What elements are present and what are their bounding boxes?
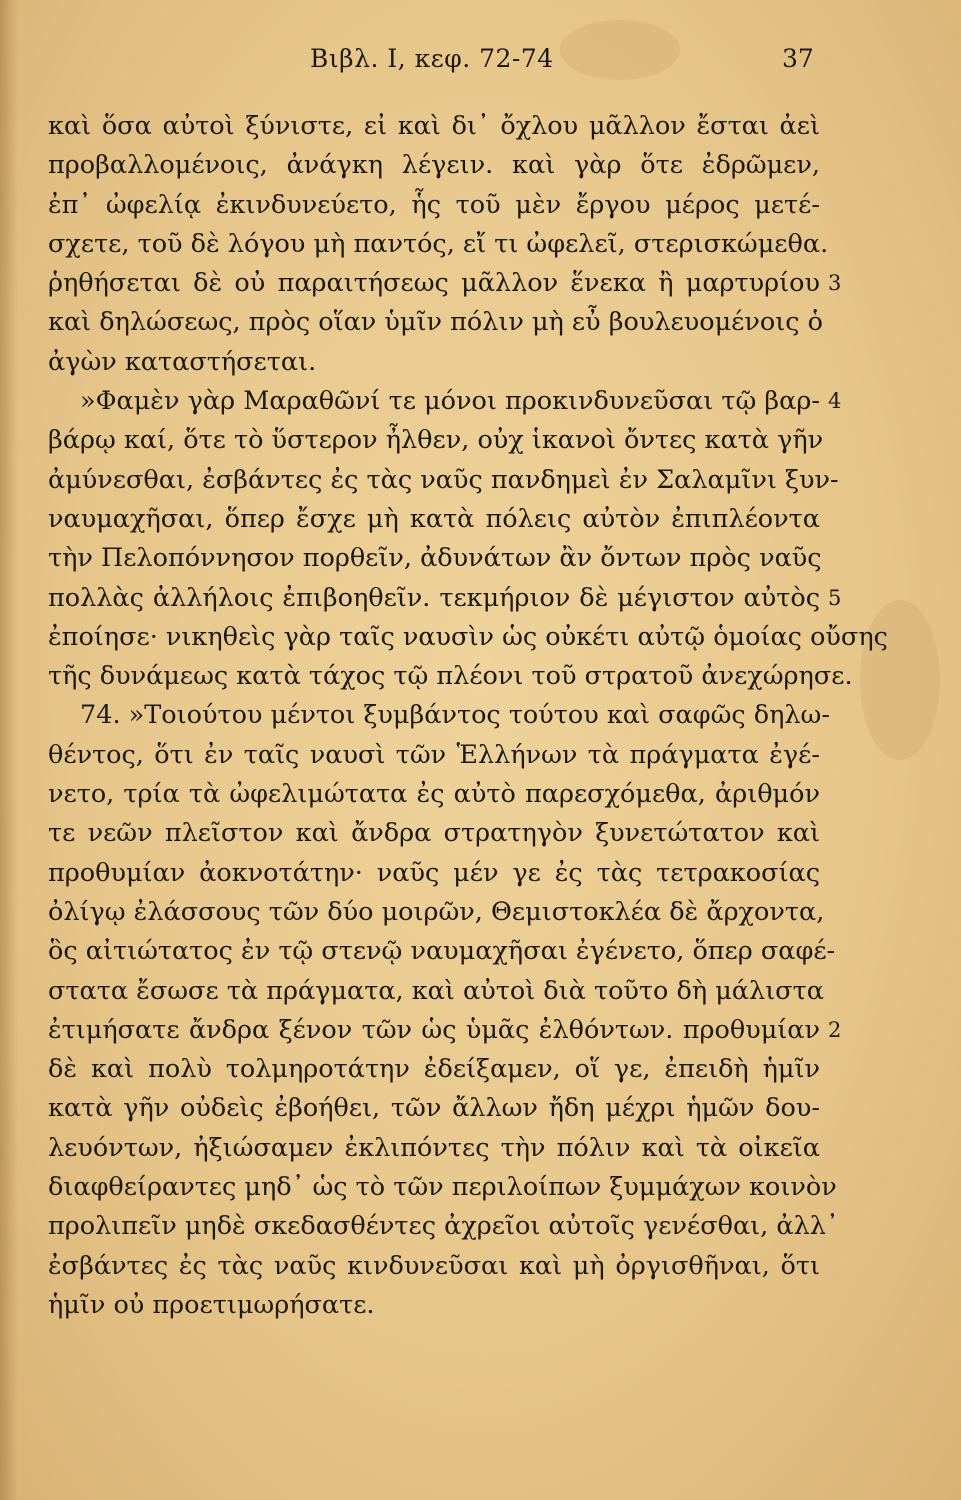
- text-line: [48, 696, 830, 735]
- text-line: [48, 107, 820, 146]
- text-line: [48, 1011, 842, 1050]
- line-text: καὶ ὅσα αὐτοὶ ξύνιστε, εἰ καὶ δι᾽ ὄχλου μᾶλλον ἔσται ἀεὶ: [48, 111, 820, 141]
- line-text: ἐτιμήσατε ἄνδρα ξένον τῶν ὡς ὑμᾶς ἐλθόντων. προθυμίαν: [48, 1014, 820, 1045]
- text-line: [48, 461, 839, 500]
- line-text: στατα ἔσωσε τὰ πράγματα, καὶ αὐτοὶ διὰ τοῦτο δὴ μάλιστα: [48, 975, 824, 1006]
- line-text: διαφθείραντες μηδ᾽ ὡς τὸ τῶν περιλοίπων ξυμμάχων κοινὸν: [48, 1172, 837, 1203]
- line-text: πολλὰς ἀλλήλοις ἐπιβοηθεῖν. τεκμήριον δὲ μέγιστον αὐτὸς: [48, 582, 820, 613]
- line-text: βάρῳ καί, ὅτε τὸ ὕστερον ἦλθεν, οὐχ ἱκανοὶ ὄντες κατὰ γῆν: [48, 425, 824, 456]
- line-text: ἀγὼν καταστήσεται.: [48, 346, 317, 377]
- line-text: καὶ δηλώσεως, πρὸς οἵαν ὑμῖν πόλιν μὴ εὖ βουλευομένοις ὁ: [48, 307, 823, 338]
- line-text: κατὰ γῆν οὐδεὶς ἐβοήθει, τῶν ἄλλων ἤδη μέχρι ἡμῶν δου-: [48, 1093, 820, 1124]
- line-text: »Φαμὲν γὰρ Μαραθῶνί τε μόνοι προκινδυνεῦσαι τῷ βαρ-: [80, 386, 820, 417]
- line-text: λευόντων, ἠξιώσαμεν ἐκλιπόντες τὴν πόλιν καὶ τὰ οἰκεῖα: [48, 1132, 820, 1163]
- section-margin-number: 2: [828, 1017, 842, 1042]
- text-line: [48, 500, 820, 539]
- section-margin-number: 3: [828, 271, 842, 296]
- line-text: προλιπεῖν μηδὲ σκεδασθέντες ἀχρεῖοι αὐτοῖς γενέσθαι, ἀλλ᾽: [48, 1211, 839, 1242]
- text-line: [48, 972, 824, 1011]
- text-line: [48, 264, 842, 303]
- text-line: [48, 657, 853, 696]
- line-text: ῥηθήσεται δὲ οὐ παραιτήσεως μᾶλλον ἕνεκα ἢ μαρτυρίου: [48, 268, 820, 299]
- line-text: ὃς αἰτιώτατος ἐν τῷ στενῷ ναυμαχῆσαι ἐγένετο, ὅπερ σαφέ-: [48, 936, 836, 967]
- line-text: ἐσβάντες ἐς τὰς ναῦς κινδυνεῦσαι καὶ μὴ ὀργισθῆναι, ὅτι: [48, 1250, 820, 1281]
- text-line: [48, 618, 888, 657]
- line-text: δὲ καὶ πολὺ τολμηροτάτην ἐδείξαμεν, οἵ γε, ἐπειδὴ ἡμῖν: [48, 1054, 820, 1085]
- text-line: [48, 343, 820, 382]
- text-line: [48, 1089, 820, 1128]
- line-text: ἐπ᾽ ὠφελίᾳ ἐκινδυνεύετο, ἧς τοῦ μὲν ἔργου μέρος μετέ-: [48, 189, 820, 220]
- line-text: ἀμύνεσθαι, ἐσβάντες ἐς τὰς ναῦς πανδημεὶ ἐν Σαλαμῖνι ξυν-: [48, 464, 839, 495]
- body-text: [48, 107, 888, 1325]
- page-spine-shadow: [0, 0, 18, 1500]
- line-text: ναυμαχῆσαι, ὅπερ ἔσχε μὴ κατὰ πόλεις αὐτὸν ἐπιπλέοντα: [48, 503, 820, 534]
- line-text: τε νεῶν πλεῖστον καὶ ἄνδρα στρατηγὸν ξυνετώτατον καὶ: [48, 818, 820, 849]
- text-line: [48, 736, 820, 775]
- section-margin-number: 5: [828, 585, 842, 610]
- text-line: [48, 1247, 820, 1286]
- text-line: [48, 1286, 820, 1325]
- text-line: [48, 382, 842, 421]
- line-text: ἡμῖν οὐ προετιμωρήσατε.: [48, 1289, 375, 1320]
- text-line: [48, 775, 820, 814]
- text-line: [48, 303, 823, 342]
- running-title: Βιβλ. Ι, κεφ. 72-74: [310, 44, 554, 73]
- text-line: [48, 932, 836, 971]
- text-line: [48, 814, 820, 853]
- text-line: [48, 1168, 837, 1207]
- text-line: [48, 1050, 820, 1089]
- line-text: 74. »Τοιούτου μέντοι ξυμβάντος τούτου καὶ σαφῶς δηλω-: [80, 700, 830, 731]
- line-text: ἐποίησε· νικηθεὶς γὰρ ταῖς ναυσὶν ὡς οὐκέτι αὐτῷ ὁμοίας οὔσης: [48, 621, 888, 652]
- text-line: [48, 539, 820, 578]
- text-line: [48, 1207, 839, 1246]
- page-number: 37: [782, 44, 814, 73]
- line-text: νετο, τρία τὰ ὠφελιμώτατα ἐς αὐτὸ παρεσχόμεθα, ἀριθμόν: [48, 779, 820, 810]
- text-line: [48, 854, 820, 893]
- line-text: προθυμίαν ἀοκνοτάτην· ναῦς μέν γε ἐς τὰς τετρακοσίας: [48, 857, 820, 888]
- section-margin-number: 4: [828, 389, 842, 414]
- line-text: ὀλίγῳ ἐλάσσους τῶν δύο μοιρῶν, Θεμιστοκλέα δὲ ἄρχοντα,: [48, 896, 825, 927]
- line-text: τῆς δυνάμεως κατὰ τάχος τῷ πλέονι τοῦ στρατοῦ ἀνεχώρησε.: [48, 661, 853, 692]
- text-line: [48, 421, 824, 460]
- text-line: [48, 579, 842, 618]
- text-line: [48, 893, 825, 932]
- text-line: [48, 186, 820, 225]
- line-text: προβαλλομένοις, ἀνάγκη λέγειν. καὶ γὰρ ὅτε ἐδρῶμεν,: [48, 150, 820, 181]
- line-text: σχετε, τοῦ δὲ λόγου μὴ παντός, εἴ τι ὠφελεῖ, στερισκώμεθα.: [48, 228, 829, 259]
- line-text: τὴν Πελοπόννησον πορθεῖν, ἀδυνάτων ἂν ὄντων πρὸς ναῦς: [48, 543, 822, 574]
- text-line: [48, 225, 829, 264]
- text-line: [48, 146, 820, 185]
- running-head: [0, 44, 961, 84]
- line-text: θέντος, ὅτι ἐν ταῖς ναυσὶ τῶν Ἑλλήνων τὰ πράγματα ἐγέ-: [48, 739, 820, 770]
- text-line: [48, 1129, 820, 1168]
